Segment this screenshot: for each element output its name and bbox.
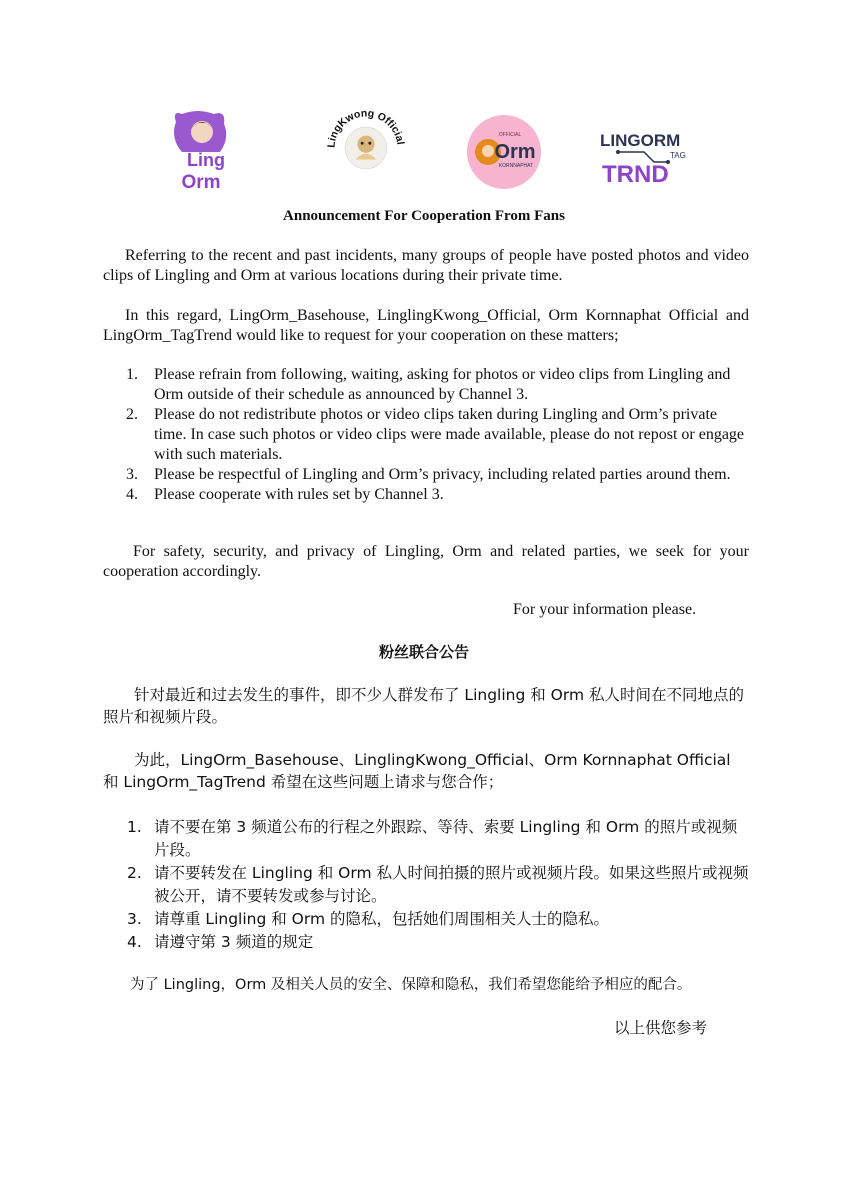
english-paragraph-1-text: Referring to the recent and past incidents, many groups of people have posted photos and video clips of Lingling and Orm at various locations during their private time. (103, 247, 749, 284)
lingorm-basehouse-logo (168, 108, 234, 192)
list-item-text: 请尊重 Lingling 和 Orm 的隐私，包括她们周围相关人士的隐私。 (154, 910, 609, 928)
english-paragraph-1 (103, 246, 749, 286)
english-title: Announcement For Cooperation From Fans (283, 208, 565, 224)
tagtrend-top-text: LINGORM (600, 131, 681, 150)
chinese-paragraph-1 (103, 684, 749, 728)
list-number: 4. (127, 933, 142, 951)
list-item (103, 365, 749, 405)
list-item-text: Please cooperate with rules set by Channel 3. (154, 486, 444, 503)
list-item-text: Please refrain from following, waiting, asking for photos or video clips from Lingling and Orm outside of their schedule as announced by Channel 3. (154, 366, 731, 403)
lingorm-tagtrend-logo (598, 126, 694, 190)
english-paragraph-3 (103, 542, 749, 582)
lingkwong-official-logo (322, 106, 410, 190)
english-paragraph-3-text: For safety, security, and privacy of Lingling, Orm and related parties, we seek for your cooperation accordingly. (103, 543, 749, 580)
list-item-text: 请不要转发在 Lingling 和 Orm 私人时间拍摄的照片或视频片段。如果这些照片或视频被公开，请不要转发或参与讨论。 (154, 864, 749, 905)
list-item (103, 465, 749, 485)
english-paragraph-2-text: In this regard, LingOrm_Basehouse, LinglingKwong_Official, Orm Kornnaphat Official and LingOrm_TagTrend would like to request for your cooperation on these matters; (103, 307, 749, 344)
list-number: 1. (126, 366, 138, 383)
chinese-paragraph-2-text: 为此，LingOrm_Basehouse、LinglingKwong_Official、Orm Kornnaphat Official 和 LingOrm_TagTrend 希望在这些问题上请求与您合作； (103, 751, 731, 791)
chinese-paragraph-2 (103, 749, 749, 793)
list-number: 2. (127, 864, 142, 882)
list-number: 2. (126, 406, 138, 423)
lingkwong-ring-text: LingKwong Official (325, 107, 407, 149)
chinese-request-list (103, 816, 749, 954)
chinese-title: 粉丝联合公告 (378, 643, 469, 661)
list-item-text: 请不要在第 3 频道公布的行程之外跟踪、等待、索要 Lingling 和 Orm 的照片或视频片段。 (154, 818, 738, 859)
chinese-paragraph-1-text: 针对最近和过去发生的事件，即不少人群发布了 Lingling 和 Orm 私人时间在不同地点的照片和视频片段。 (103, 686, 744, 726)
lingorm-logo-text-orm: Orm (181, 172, 221, 192)
list-number: 3. (127, 910, 142, 928)
list-item (103, 405, 749, 465)
tagtrend-tag-text: TAG (670, 151, 686, 160)
chinese-signoff: 以上供您参考 (614, 1019, 708, 1037)
list-item-text: Please be respectful of Lingling and Orm’s privacy, including related parties around them. (154, 466, 731, 483)
list-item (103, 862, 749, 908)
logo-row (0, 108, 848, 194)
lingorm-logo-text-ling: Ling (187, 150, 225, 170)
orm-official-text: OFFICIAL (498, 132, 522, 138)
list-item (103, 908, 749, 931)
orm-sub-text: KORNNAPHAT (498, 163, 534, 169)
tagtrend-bottom-text: TRND (602, 161, 669, 188)
list-item (103, 931, 749, 954)
list-item-text: Please do not redistribute photos or video clips taken during Lingling and Orm’s private time. In case such photos or video clips were made available, please do not repost or engage with such materials. (154, 406, 745, 463)
english-signoff: For your information please. (513, 601, 697, 618)
list-number: 4. (126, 486, 138, 503)
orm-kornnaphat-logo (466, 114, 542, 190)
list-number: 3. (126, 466, 138, 483)
orm-name-text: Orm (494, 141, 536, 163)
list-item (103, 485, 749, 505)
list-number: 1. (127, 818, 142, 836)
english-request-list (103, 365, 749, 505)
list-item (103, 816, 749, 862)
english-paragraph-2 (103, 306, 749, 346)
list-item-text: 请遵守第 3 频道的规定 (154, 933, 314, 951)
chinese-paragraph-3: 为了 Lingling，Orm 及相关人员的安全、保障和隐私，我们希望您能给予相应的配合。 (130, 977, 692, 993)
